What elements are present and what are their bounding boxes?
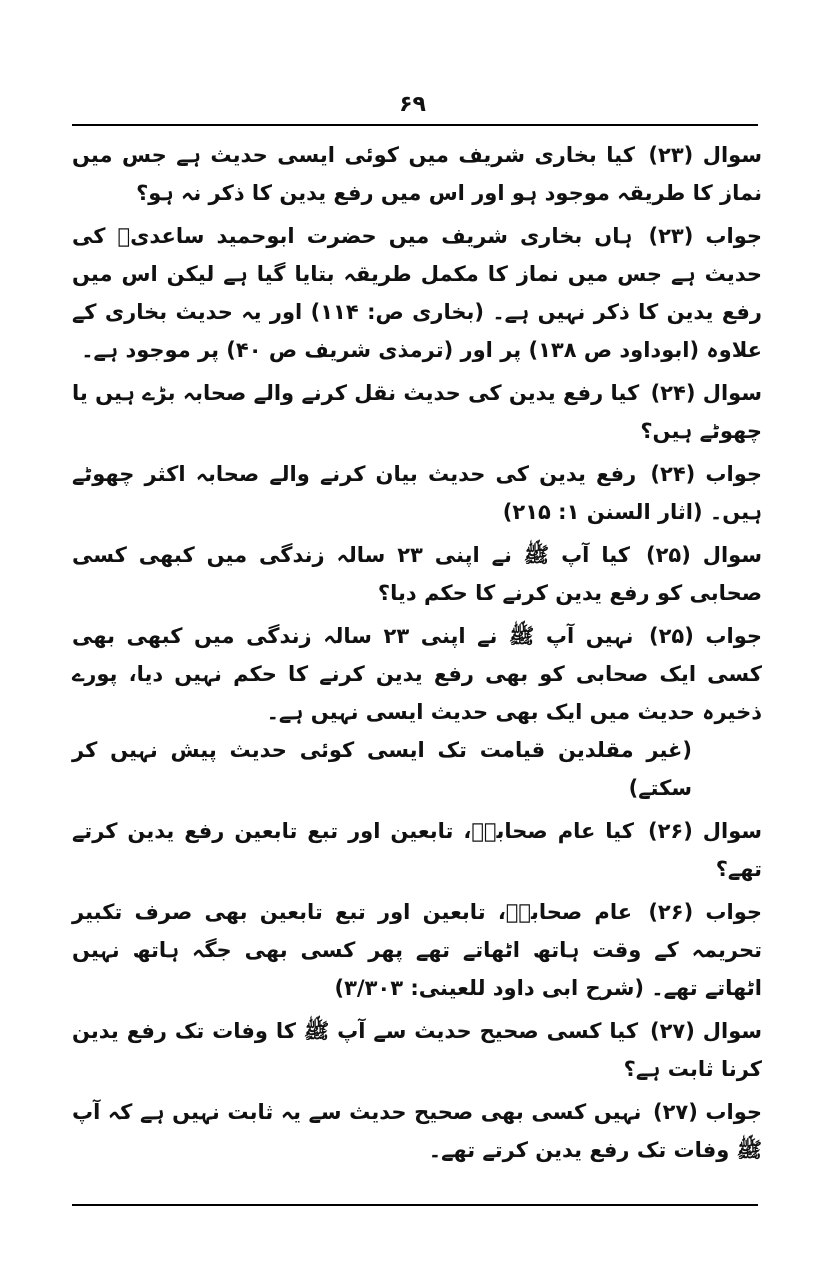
question-label: سوال (۲۶) (647, 819, 763, 843)
answer-label: جواب (۲۳) (648, 224, 763, 248)
question-label: سوال (۲۷) (650, 1019, 763, 1043)
question-25 (72, 536, 762, 612)
question-text: کیا آپ ﷺ نے اپنی ۲۳ سالہ زندگی میں کبھی کسی صحابی کو رفع یدین کرنے کا حکم دیا؟ (72, 543, 762, 605)
question-text: کیا کسی صحیح حدیث سے آپ ﷺ کا وفات تک رفع یدین کرنا ثابت ہے؟ (72, 1019, 762, 1081)
top-divider (72, 124, 758, 126)
answer-label: جواب (۲۵) (648, 624, 763, 648)
answer-label: جواب (۲۴) (650, 462, 763, 486)
qa-content (72, 136, 762, 1174)
answer-label: جواب (۲۶) (648, 900, 762, 924)
answer-text: نہیں کسی بھی صحیح حدیث سے یہ ثابت نہیں ہے کہ آپ ﷺ وفات تک رفع یدین کرتے تھے۔ (72, 1100, 762, 1162)
answer-text: عام صحابہؓ، تابعین اور تبع تابعین بھی صرف تکبیر تحریمہ کے وقت ہاتھ اٹھاتے تھے پھر کسی بھی جگہ ہاتھ نہیں اٹھاتے تھے۔ (شرح ابی داود للعینی: ۳/۳۰۳) (72, 900, 762, 1000)
question-26 (72, 812, 762, 888)
answer-text: نہیں آپ ﷺ نے اپنی ۲۳ سالہ زندگی میں کبھی بھی کسی ایک صحابی کو بھی رفع یدین کرنے کا حکم نہیں دیا، پورے ذخیرہ حدیث میں ایک بھی حدیث ایسی نہیں ہے۔ (72, 624, 762, 724)
answer-27 (72, 1093, 762, 1169)
answer-23 (72, 217, 762, 369)
question-text: کیا بخاری شریف میں کوئی ایسی حدیث ہے جس میں نماز کا طریقہ موجود ہو اور اس میں رفع یدین کا ذکر نہ ہو؟ (72, 143, 762, 205)
answer-label: جواب (۲۷) (652, 1100, 763, 1124)
question-label: سوال (۲۳) (648, 143, 762, 167)
answer-26 (72, 893, 762, 1007)
answer-text: ہاں بخاری شریف میں حضرت ابوحمید ساعدیؓ کی حدیث ہے جس میں نماز کا مکمل طریقہ بتایا گیا ہے لیکن اس میں رفع یدین کا ذکر نہیں ہے۔ (بخاری ص: ۱۱۴) اور یہ حدیث بخاری کے علاوہ (ابوداود ص ۱۳۸) پر اور (ترمذی شریف ص ۴۰) پر موجود ہے۔ (72, 224, 763, 362)
question-text: کیا عام صحابہؓ، تابعین اور تبع تابعین رفع یدین کرتے تھے؟ (72, 819, 762, 881)
question-label: سوال (۲۴) (650, 381, 762, 405)
question-24 (72, 374, 762, 450)
question-23 (72, 136, 762, 212)
answer-note: (غیر مقلدین قیامت تک ایسی کوئی حدیث پیش نہیں کر سکتے) (72, 738, 692, 800)
question-27 (72, 1012, 762, 1088)
bottom-divider (72, 1204, 758, 1206)
answer-24 (72, 455, 762, 531)
question-text: کیا رفع یدین کی حدیث نقل کرنے والے صحابہ بڑے ہیں یا چھوٹے ہیں؟ (72, 381, 762, 443)
question-label: سوال (۲۵) (645, 543, 762, 567)
answer-25 (72, 617, 762, 807)
answer-text: رفع یدین کی حدیث بیان کرنے والے صحابہ اکثر چھوٹے ہیں۔ (اثار السنن ۱: ۲۱۵) (72, 462, 762, 524)
page-number: ۶۹ (399, 92, 426, 117)
